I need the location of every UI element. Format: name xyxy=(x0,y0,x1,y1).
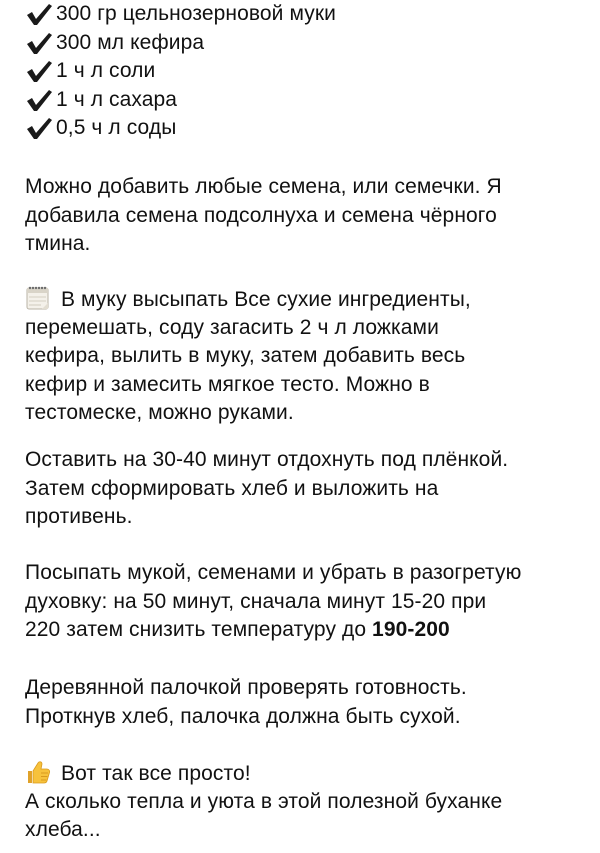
paragraph-check xyxy=(25,674,467,731)
paragraph-rest xyxy=(25,446,508,532)
ingredient-text: 0,5 ч л соды xyxy=(56,116,177,139)
text-line: перемешать, соду загасить 2 ч л ложками xyxy=(25,315,439,339)
ingredient-item xyxy=(25,86,336,115)
text-line: Оставить на 30-40 минут отдохнуть под плёнкой. xyxy=(25,448,509,471)
text-line: кефира, вылить в муку, затем добавить весь xyxy=(25,344,466,367)
paragraph-seeds xyxy=(25,173,502,259)
ingredient-text: 1 ч л соли xyxy=(56,59,156,82)
paragraph-mix xyxy=(25,285,471,428)
text-line xyxy=(25,616,521,645)
text-line: тмина. xyxy=(25,232,91,255)
ingredient-item xyxy=(25,57,336,86)
text-segment: Вот так все просто! xyxy=(61,762,251,785)
ingredient-text: 1 ч л сахара xyxy=(56,87,178,111)
ingredient-list xyxy=(25,0,336,143)
text-line: добавила семена подсолнуха и семена чёрного xyxy=(25,203,497,227)
check-mark-icon xyxy=(25,31,53,55)
check-mark-icon xyxy=(25,59,53,83)
ingredient-item xyxy=(25,114,336,143)
thumbs-up-icon xyxy=(25,759,51,785)
text-line: Затем сформировать хлеб и выложить на xyxy=(25,476,439,500)
text-line xyxy=(25,285,471,314)
paragraph-bake xyxy=(25,559,521,645)
text-line: А сколько тепла и уюта в этой полезной буханке xyxy=(25,789,503,813)
ingredient-item xyxy=(25,29,336,58)
text-line: Можно добавить любые семена, или семечки. Я xyxy=(25,175,502,198)
ingredient-item xyxy=(25,0,336,29)
text-line: тестомеске, можно руками. xyxy=(25,401,294,424)
paragraph-final xyxy=(25,759,502,845)
text-line: противень. xyxy=(25,505,133,528)
text-line: духовку: на 50 минут, сначала минут 15-20 при xyxy=(25,589,487,613)
text-segment: 220 затем снизить температуру до xyxy=(25,618,373,641)
ingredient-text: 300 гр цельнозерновой муки xyxy=(56,2,336,25)
text-line: Проткнув хлеб, палочка должна быть сухой. xyxy=(25,704,461,728)
text-line: Деревянной палочкой проверять готовность. xyxy=(25,676,467,699)
text-line: Посыпать мукой, семенами и убрать в разогретую xyxy=(25,561,522,584)
text-line: хлеба... xyxy=(25,818,101,841)
spiral-notepad-icon xyxy=(25,285,51,311)
temperature-bold: 190-200 xyxy=(372,618,450,641)
check-mark-icon xyxy=(25,116,53,140)
check-mark-icon xyxy=(25,88,53,112)
ingredient-text: 300 мл кефира xyxy=(56,30,205,54)
check-mark-icon xyxy=(25,2,53,26)
text-line xyxy=(25,759,502,788)
text-segment: В муку высыпать Все сухие ингредиенты, xyxy=(61,288,471,311)
text-line: кефир и замесить мягкое тесто. Можно в xyxy=(25,372,430,396)
